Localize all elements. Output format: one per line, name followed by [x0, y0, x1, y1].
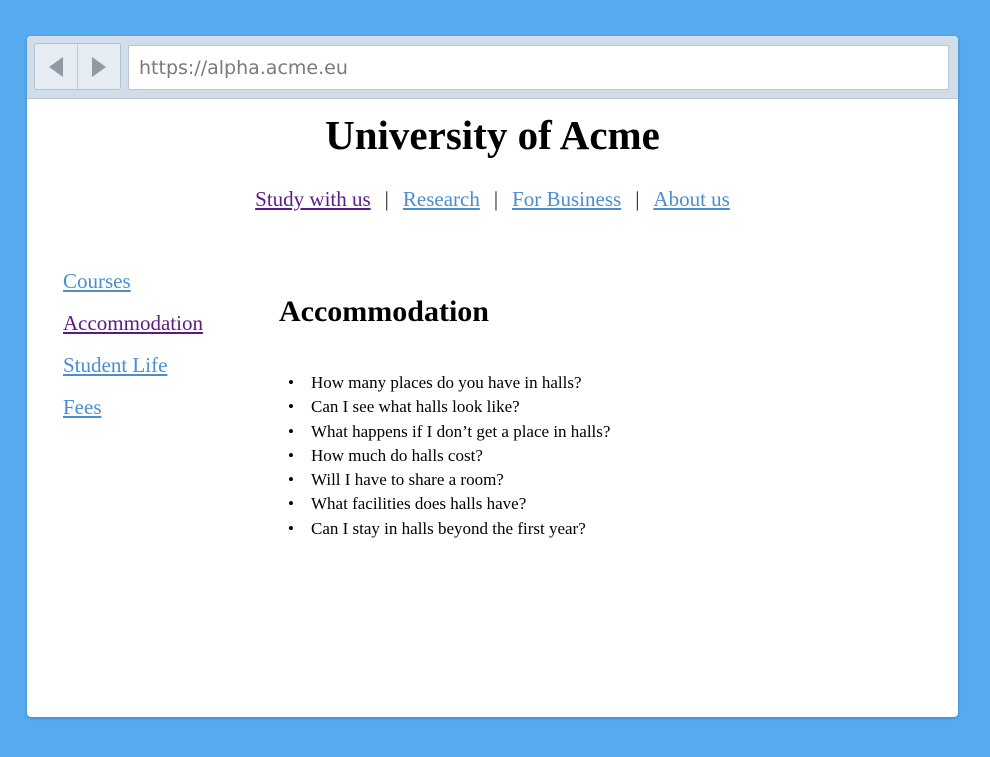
- side-nav-student-life[interactable]: Student Life: [63, 353, 168, 377]
- nav-separator: |: [384, 187, 389, 211]
- bullet-icon: •: [288, 518, 294, 538]
- bullet-icon: •: [288, 421, 294, 441]
- list-item: [286, 468, 610, 492]
- forward-arrow-icon: [89, 55, 109, 79]
- back-button[interactable]: [35, 44, 77, 89]
- bullet-icon: •: [288, 397, 294, 417]
- top-nav-for-business[interactable]: For Business: [512, 187, 622, 211]
- faq-list: [286, 371, 610, 541]
- top-nav-study-with-us[interactable]: Study with us: [255, 187, 371, 211]
- page-heading: Accommodation: [279, 295, 489, 328]
- bullet-icon: •: [288, 470, 294, 490]
- nav-separator: |: [635, 187, 640, 211]
- browser-toolbar: [27, 36, 958, 99]
- side-nav-accommodation[interactable]: Accommodation: [63, 311, 203, 335]
- faq-question: Can I see what halls look like?: [311, 397, 520, 417]
- url-text: https://alpha.acme.eu: [139, 56, 348, 79]
- nav-separator: |: [493, 187, 499, 211]
- back-arrow-icon: [46, 55, 66, 79]
- browser-window: [27, 36, 958, 717]
- faq-question: Can I stay in halls beyond the first year?: [311, 518, 586, 538]
- side-nav-courses[interactable]: Courses: [63, 269, 131, 293]
- bullet-icon: •: [288, 494, 294, 514]
- page-content: [27, 99, 958, 717]
- bullet-icon: •: [288, 373, 294, 392]
- side-nav-fees[interactable]: Fees: [63, 395, 102, 419]
- list-item: [286, 492, 610, 516]
- site-title: University of Acme: [325, 112, 660, 158]
- nav-button-group: [34, 43, 121, 90]
- top-nav-about-us[interactable]: About us: [653, 187, 730, 211]
- faq-question: What facilities does halls have?: [311, 494, 527, 514]
- address-bar[interactable]: [128, 45, 949, 90]
- list-item: [286, 444, 610, 468]
- side-navigation: [63, 268, 263, 436]
- faq-question: What happens if I don’t get a place in halls?: [311, 421, 611, 441]
- forward-button[interactable]: [77, 44, 120, 89]
- list-item: [286, 517, 610, 541]
- list-item: [286, 371, 610, 395]
- list-item: [286, 420, 610, 444]
- top-nav-research[interactable]: Research: [402, 187, 480, 211]
- bullet-icon: •: [288, 445, 294, 465]
- faq-question: Will I have to share a room?: [311, 470, 504, 490]
- faq-question: How much do halls cost?: [311, 445, 483, 465]
- list-item: [286, 395, 610, 419]
- faq-question: How many places do you have in halls?: [311, 373, 582, 392]
- top-navigation: [27, 186, 958, 212]
